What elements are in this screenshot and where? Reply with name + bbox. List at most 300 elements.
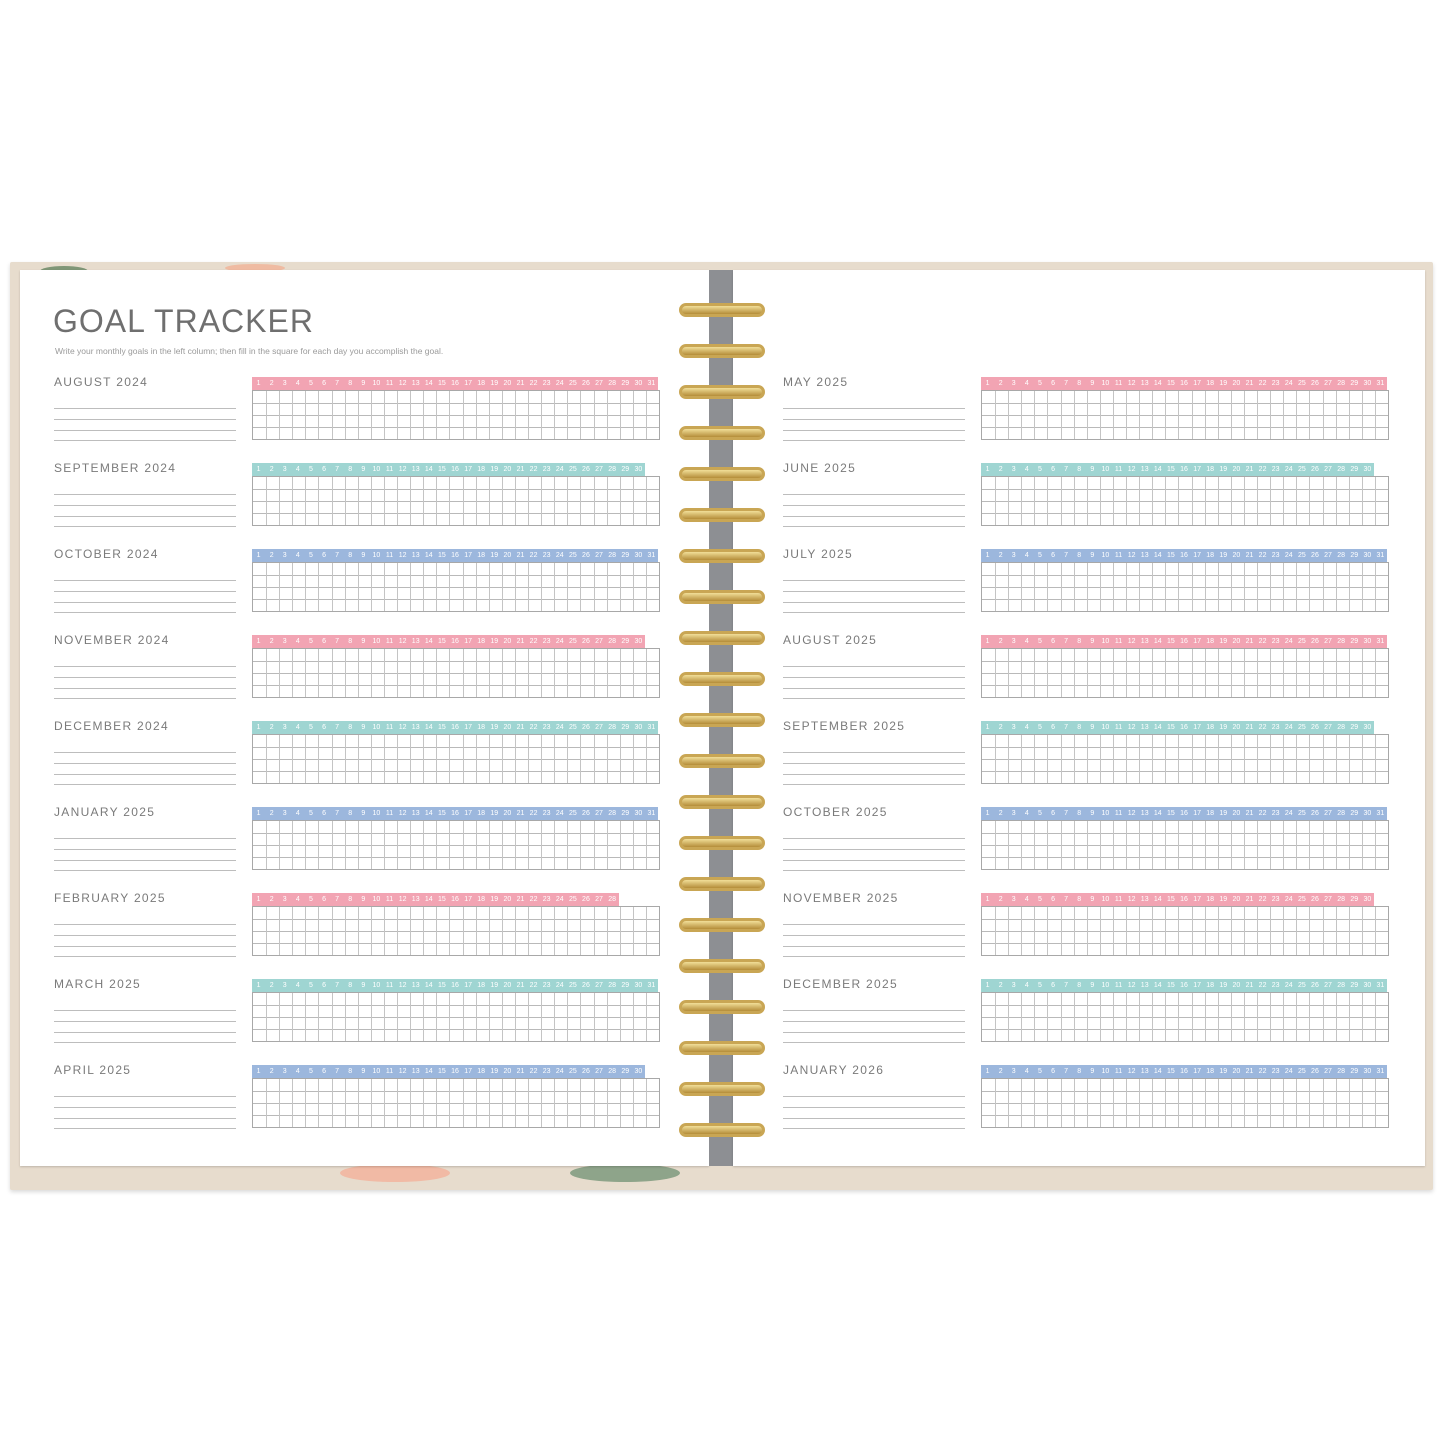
grid-column-line [1349, 821, 1350, 869]
day-number: 22 [529, 466, 538, 473]
day-number: 29 [1350, 638, 1359, 645]
day-number: 8 [348, 982, 353, 989]
day-number: 28 [1337, 724, 1346, 731]
grid-row-line [253, 771, 659, 772]
grid-column-line [1061, 391, 1062, 439]
month-tracker [54, 635, 660, 715]
day-number: 18 [477, 896, 486, 903]
goal-writing-line[interactable] [783, 677, 965, 678]
tracker-grid[interactable] [252, 648, 660, 698]
grid-column-line [1100, 993, 1101, 1041]
tracker-grid[interactable] [981, 734, 1389, 784]
grid-column-line [1257, 649, 1258, 697]
grid-column-line [594, 735, 595, 783]
day-number: 4 [295, 724, 300, 731]
grid-row-line [253, 1029, 659, 1030]
grid-column-line [463, 391, 464, 439]
grid-column-line [371, 649, 372, 697]
goal-writing-line[interactable] [54, 440, 236, 441]
grid-column-line [1375, 993, 1376, 1041]
day-number: 23 [1271, 1068, 1280, 1075]
goal-writing-line[interactable] [783, 870, 965, 871]
goal-writing-line[interactable] [783, 688, 965, 689]
grid-column-line [1087, 649, 1088, 697]
grid-column-line [1205, 563, 1206, 611]
day-number: 12 [1127, 466, 1136, 473]
day-number: 21 [1245, 896, 1254, 903]
tracker-grid[interactable] [981, 562, 1389, 612]
goal-writing-line[interactable] [54, 677, 236, 678]
spiral-ring [679, 959, 765, 973]
goal-writing-line[interactable] [54, 1096, 236, 1097]
goal-writing-line[interactable] [783, 924, 965, 925]
day-number: 10 [1101, 724, 1110, 731]
goal-writing-line[interactable] [54, 1042, 236, 1043]
day-number: 8 [1077, 810, 1082, 817]
day-number: 14 [424, 466, 433, 473]
grid-column-line [1061, 993, 1062, 1041]
goal-writing-line[interactable] [783, 935, 965, 936]
goal-writing-line[interactable] [54, 1010, 236, 1011]
day-number: 17 [1193, 724, 1201, 731]
goal-writing-line[interactable] [54, 870, 236, 871]
grid-column-line [318, 649, 319, 697]
grid-column-line [305, 735, 306, 783]
day-number: 6 [322, 982, 326, 989]
day-number: 4 [295, 1068, 300, 1075]
month-tracker [783, 979, 1389, 1059]
grid-column-line [476, 1079, 477, 1127]
day-number: 17 [464, 982, 472, 989]
tracker-grid[interactable] [252, 476, 660, 526]
grid-column-line [1100, 1079, 1101, 1127]
grid-column-line [580, 563, 581, 611]
grid-row-line [253, 587, 659, 588]
day-number: 17 [1193, 1068, 1201, 1075]
day-number: 31 [647, 982, 656, 989]
day-number: 12 [1127, 380, 1136, 387]
goal-writing-line[interactable] [54, 849, 236, 850]
goal-writing-line[interactable] [54, 860, 236, 861]
grid-column-line [384, 993, 385, 1041]
day-number: 16 [451, 724, 459, 731]
goal-writing-line[interactable] [54, 1021, 236, 1022]
grid-column-line [607, 821, 608, 869]
tracker-grid[interactable] [252, 906, 660, 956]
grid-column-line [1139, 821, 1140, 869]
grid-column-line [397, 391, 398, 439]
goal-writing-line[interactable] [783, 784, 965, 785]
goal-writing-line[interactable] [783, 666, 965, 667]
day-grid [252, 463, 660, 526]
day-number: 28 [608, 896, 617, 903]
goal-writing-line[interactable] [783, 698, 965, 699]
goal-writing-line[interactable] [783, 946, 965, 947]
grid-column-line [1178, 477, 1179, 525]
grid-column-line [1100, 391, 1101, 439]
goal-writing-line[interactable] [783, 505, 965, 506]
grid-column-line [1087, 735, 1088, 783]
day-number: 25 [568, 466, 577, 473]
grid-column-line [279, 391, 280, 439]
day-number: 9 [361, 810, 366, 817]
goal-writing-line[interactable] [783, 763, 965, 764]
goal-writing-line[interactable] [783, 440, 965, 441]
day-number: 1 [985, 1068, 990, 1075]
tracker-grid[interactable] [252, 562, 660, 612]
goal-writing-line[interactable] [783, 526, 965, 527]
day-number: 25 [1297, 380, 1306, 387]
tracker-grid[interactable] [981, 992, 1389, 1042]
grid-column-line [1231, 391, 1232, 439]
goal-writing-line[interactable] [783, 1021, 965, 1022]
goal-writing-line[interactable] [54, 408, 236, 409]
goal-writing-line[interactable] [54, 774, 236, 775]
tracker-grid[interactable] [252, 734, 660, 784]
spiral-ring [679, 713, 765, 727]
grid-column-line [1165, 993, 1166, 1041]
grid-column-line [1061, 649, 1062, 697]
grid-column-line [1034, 391, 1035, 439]
day-number: 20 [503, 466, 512, 473]
grid-column-line [502, 993, 503, 1041]
tracker-grid[interactable] [981, 820, 1389, 870]
day-number: 10 [372, 896, 381, 903]
day-number: 29 [621, 810, 630, 817]
day-number: 2 [998, 466, 1003, 473]
grid-column-line [1047, 563, 1048, 611]
month-label: AUGUST 2025 [783, 633, 878, 647]
day-number: 20 [1232, 982, 1241, 989]
goal-writing-line[interactable] [54, 688, 236, 689]
spiral-ring [679, 426, 765, 440]
goal-writing-line[interactable] [783, 838, 965, 839]
tracker-grid[interactable] [252, 820, 660, 870]
day-number: 20 [503, 810, 512, 817]
grid-row-line [982, 1005, 1388, 1006]
day-number: 5 [308, 1068, 313, 1075]
grid-column-line [541, 563, 542, 611]
goal-writing-line[interactable] [54, 430, 236, 431]
grid-column-line [1008, 735, 1009, 783]
goal-writing-line[interactable] [54, 838, 236, 839]
goal-writing-line[interactable] [54, 763, 236, 764]
grid-column-line [1257, 821, 1258, 869]
grid-column-line [1113, 563, 1114, 611]
goal-writing-line[interactable] [54, 956, 236, 957]
day-number-bar [252, 549, 658, 562]
grid-column-line [1165, 563, 1166, 611]
goal-writing-line[interactable] [54, 505, 236, 506]
day-number: 8 [348, 466, 353, 473]
spiral-ring [679, 631, 765, 645]
day-number: 21 [1245, 724, 1254, 731]
day-number: 29 [1350, 896, 1359, 903]
day-number: 8 [348, 1068, 353, 1075]
tracker-grid[interactable] [981, 906, 1389, 956]
grid-column-line [1349, 907, 1350, 955]
grid-column-line [410, 477, 411, 525]
grid-column-line [567, 1079, 568, 1127]
grid-column-line [594, 391, 595, 439]
month-tracker [783, 549, 1389, 629]
day-number: 23 [542, 982, 551, 989]
day-number: 14 [424, 380, 433, 387]
month-tracker [783, 1065, 1389, 1145]
day-number: 23 [1271, 724, 1280, 731]
grid-column-line [423, 907, 424, 955]
grid-column-line [1375, 391, 1376, 439]
grid-column-line [995, 391, 996, 439]
grid-column-line [1139, 1079, 1140, 1127]
tracker-grid[interactable] [252, 992, 660, 1042]
day-number: 28 [608, 1068, 617, 1075]
day-number: 3 [1011, 982, 1016, 989]
day-number: 12 [398, 896, 407, 903]
grid-column-line [528, 649, 529, 697]
goal-writing-line[interactable] [783, 1128, 965, 1129]
goal-writing-line[interactable] [783, 1010, 965, 1011]
grid-column-line [1034, 735, 1035, 783]
grid-row-line [253, 845, 659, 846]
grid-row-line [253, 833, 659, 834]
day-number: 12 [398, 810, 407, 817]
day-number: 31 [647, 724, 656, 731]
day-number: 6 [322, 380, 326, 387]
grid-row-line [253, 931, 659, 932]
day-number: 10 [1101, 638, 1110, 645]
day-number: 16 [451, 896, 459, 903]
grid-column-line [1021, 1079, 1022, 1127]
grid-column-line [1152, 735, 1153, 783]
day-number: 12 [1127, 982, 1136, 989]
goal-writing-line[interactable] [783, 1107, 965, 1108]
goal-writing-line[interactable] [783, 516, 965, 517]
goal-writing-line[interactable] [54, 1107, 236, 1108]
month-tracker [783, 377, 1389, 457]
day-number: 5 [308, 896, 313, 903]
grid-column-line [1165, 907, 1166, 955]
goal-writing-line[interactable] [783, 419, 965, 420]
day-number: 27 [1324, 466, 1332, 473]
grid-column-line [995, 735, 996, 783]
grid-column-line [1126, 1079, 1127, 1127]
day-number: 9 [1090, 552, 1095, 559]
goal-writing-line[interactable] [783, 1042, 965, 1043]
day-number: 5 [1037, 380, 1042, 387]
floral-art-bottom-center [340, 1164, 450, 1182]
grid-column-line [292, 993, 293, 1041]
day-number: 8 [348, 896, 353, 903]
day-number: 7 [335, 638, 340, 645]
day-number: 6 [322, 724, 326, 731]
grid-column-line [423, 391, 424, 439]
grid-column-line [1061, 735, 1062, 783]
grid-column-line [594, 821, 595, 869]
goal-writing-line[interactable] [54, 924, 236, 925]
grid-column-line [1218, 477, 1219, 525]
goal-writing-line[interactable] [54, 935, 236, 936]
day-number: 27 [595, 638, 603, 645]
goal-writing-line[interactable] [783, 860, 965, 861]
day-number: 30 [634, 638, 643, 645]
day-number: 5 [1037, 724, 1042, 731]
goal-writing-line[interactable] [54, 752, 236, 753]
day-number: 15 [437, 896, 446, 903]
goal-writing-line[interactable] [54, 602, 236, 603]
grid-column-line [1126, 477, 1127, 525]
day-number: 1 [256, 982, 261, 989]
day-number: 13 [1140, 1068, 1149, 1075]
grid-column-line [541, 993, 542, 1041]
goal-writing-line[interactable] [783, 1118, 965, 1119]
goal-writing-line[interactable] [54, 591, 236, 592]
day-number: 2 [998, 982, 1003, 989]
goal-writing-line[interactable] [54, 419, 236, 420]
goal-writing-line[interactable] [54, 784, 236, 785]
goal-writing-line[interactable] [54, 1032, 236, 1033]
day-number: 27 [595, 1068, 603, 1075]
day-number: 14 [1153, 896, 1162, 903]
grid-column-line [502, 907, 503, 955]
grid-column-line [292, 649, 293, 697]
day-grid [981, 635, 1389, 698]
grid-column-line [1362, 735, 1363, 783]
day-number: 26 [582, 552, 590, 559]
tracker-grid[interactable] [981, 648, 1389, 698]
goal-writing-line[interactable] [783, 956, 965, 957]
day-number: 3 [282, 638, 287, 645]
grid-column-line [515, 1079, 516, 1127]
grid-column-line [1152, 993, 1153, 1041]
day-number: 28 [608, 638, 617, 645]
goal-writing-line[interactable] [54, 494, 236, 495]
day-number: 9 [1090, 982, 1095, 989]
grid-column-line [1139, 391, 1140, 439]
tracker-grid[interactable] [981, 1078, 1389, 1128]
day-number: 27 [595, 896, 603, 903]
day-number: 13 [411, 896, 420, 903]
day-number: 15 [437, 638, 446, 645]
goal-writing-line[interactable] [54, 526, 236, 527]
day-number: 6 [1051, 380, 1055, 387]
day-number: 1 [985, 638, 990, 645]
day-number: 31 [1376, 982, 1385, 989]
goal-writing-line[interactable] [54, 612, 236, 613]
goal-writing-line[interactable] [54, 698, 236, 699]
day-number: 24 [555, 724, 564, 731]
goal-writing-line[interactable] [783, 494, 965, 495]
day-number: 26 [582, 724, 590, 731]
tracker-grid[interactable] [252, 1078, 660, 1128]
spiral-ring [679, 467, 765, 481]
goal-writing-line[interactable] [783, 591, 965, 592]
grid-column-line [1074, 649, 1075, 697]
day-number: 7 [1064, 896, 1069, 903]
day-number: 1 [256, 638, 261, 645]
day-number: 26 [1311, 982, 1319, 989]
grid-column-line [515, 993, 516, 1041]
day-number: 9 [361, 1068, 366, 1075]
grid-column-line [502, 563, 503, 611]
goal-writing-line[interactable] [54, 1118, 236, 1119]
goal-writing-line[interactable] [783, 1032, 965, 1033]
day-number: 2 [269, 466, 274, 473]
day-number: 15 [1166, 1068, 1175, 1075]
goal-writing-line[interactable] [783, 612, 965, 613]
grid-column-line [620, 477, 621, 525]
grid-column-line [1296, 649, 1297, 697]
grid-row-line [253, 673, 659, 674]
day-number: 27 [1324, 896, 1332, 903]
grid-column-line [1152, 477, 1153, 525]
grid-row-line [982, 1091, 1388, 1092]
grid-column-line [1323, 391, 1324, 439]
grid-row-line [982, 1029, 1388, 1030]
goal-writing-line[interactable] [783, 602, 965, 603]
goal-writing-line[interactable] [783, 408, 965, 409]
grid-column-line [1087, 907, 1088, 955]
tracker-grid[interactable] [252, 390, 660, 440]
goal-writing-line[interactable] [783, 752, 965, 753]
goal-writing-line[interactable] [783, 849, 965, 850]
grid-column-line [1362, 391, 1363, 439]
tracker-grid[interactable] [981, 476, 1389, 526]
day-number: 8 [1077, 982, 1082, 989]
grid-column-line [1074, 821, 1075, 869]
grid-column-line [1034, 563, 1035, 611]
day-number: 22 [529, 552, 538, 559]
grid-column-line [620, 821, 621, 869]
grid-column-line [1139, 735, 1140, 783]
grid-column-line [1008, 821, 1009, 869]
tracker-grid[interactable] [981, 390, 1389, 440]
day-number: 12 [398, 552, 407, 559]
day-number: 29 [1350, 552, 1359, 559]
day-number: 3 [282, 982, 287, 989]
goal-writing-line[interactable] [54, 1128, 236, 1129]
grid-column-line [1126, 563, 1127, 611]
day-number: 15 [1166, 638, 1175, 645]
grid-column-line [1270, 735, 1271, 783]
month-label: NOVEMBER 2024 [54, 633, 170, 647]
grid-column-line [266, 391, 267, 439]
grid-column-line [371, 907, 372, 955]
goal-writing-line[interactable] [783, 430, 965, 431]
day-number: 8 [1077, 380, 1082, 387]
goal-writing-line[interactable] [783, 774, 965, 775]
goal-writing-line[interactable] [54, 946, 236, 947]
day-number: 12 [1127, 552, 1136, 559]
grid-column-line [1296, 477, 1297, 525]
spiral-ring [679, 1000, 765, 1014]
day-number: 5 [1037, 1068, 1042, 1075]
grid-column-line [476, 391, 477, 439]
goal-writing-line[interactable] [54, 516, 236, 517]
goal-writing-line[interactable] [54, 666, 236, 667]
goal-writing-line[interactable] [783, 1096, 965, 1097]
day-number: 18 [477, 466, 486, 473]
grid-column-line [1244, 391, 1245, 439]
grid-column-line [502, 821, 503, 869]
day-grid [252, 377, 660, 440]
grid-row-line [982, 587, 1388, 588]
goal-writing-line[interactable] [783, 580, 965, 581]
day-number: 22 [1258, 896, 1267, 903]
day-grid [252, 1065, 660, 1128]
day-number: 27 [595, 380, 603, 387]
goal-writing-line[interactable] [54, 580, 236, 581]
